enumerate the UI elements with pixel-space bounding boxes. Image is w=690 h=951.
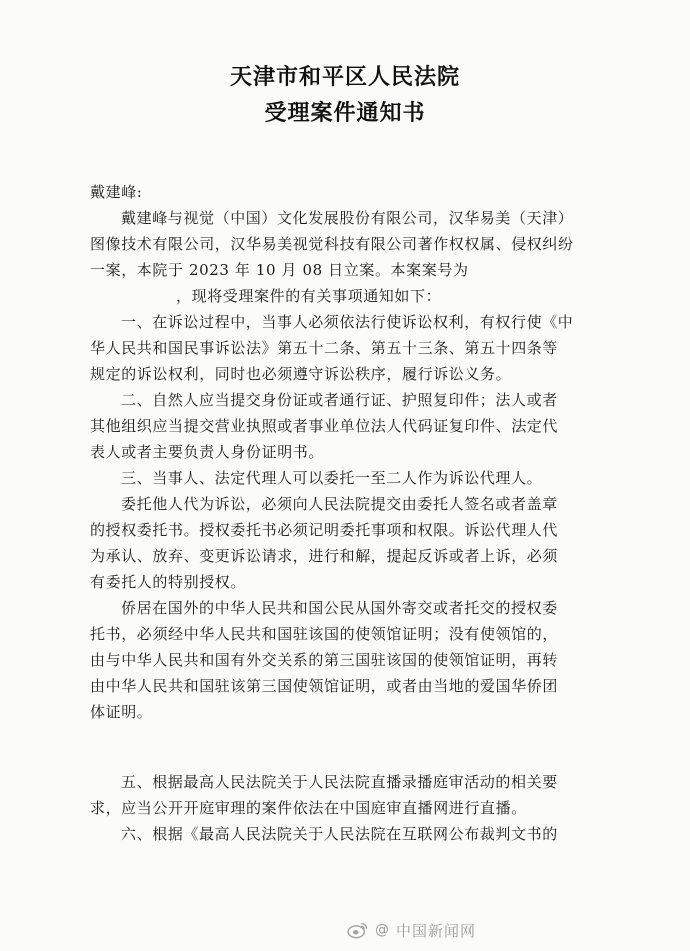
paragraph-line: 三、当事人、法定代理人可以委托一至二人作为诉讼代理人。 xyxy=(121,469,543,487)
paragraph-line: 一案，本院于 2023 年 10 月 08 日立案。本案案号为 xyxy=(90,261,469,279)
paragraph-line: 由与中华人民共和国有外交关系的第三国驻该国的使领馆证明，再转 xyxy=(90,651,559,669)
paragraph-line: 托书，必须经中华人民共和国驻该国的使领馆证明；没有使领馆的， xyxy=(90,625,559,643)
watermark-text: 中国新闻网 xyxy=(395,921,476,940)
paragraph-line: 图像技术有限公司，汉华易美视觉科技有限公司著作权权属、侵权纠纷 xyxy=(90,235,574,253)
paragraph-line: 六、根据《最高人民法院关于人民法院在互联网公布裁判文书的 xyxy=(121,825,558,843)
paragraph-line: 为承认、放弃、变更诉讼请求，进行和解，提起反诉或者上诉，必须 xyxy=(90,547,559,565)
weibo-icon xyxy=(347,921,369,939)
paragraph-line: ，现将受理案件的有关事项通知如下： xyxy=(176,287,442,305)
document-title-court: 天津市和平区人民法院 xyxy=(229,65,460,90)
paragraph-line: 有委托人的特别授权。 xyxy=(90,573,247,591)
paragraph-line: 由中华人民共和国驻该第三国使领馆证明，或者由当地的爱国华侨团 xyxy=(90,677,559,695)
salutation: 戴建峰: xyxy=(90,183,143,201)
paragraph-line: 其他组织应当提交营业执照或者事业单位法人代码证复印件、法定代 xyxy=(90,417,559,435)
paragraph-line: 侨居在国外的中华人民共和国公民从国外寄交或者托交的授权委 xyxy=(121,599,558,617)
paragraph-line: 规定的诉讼权利，同时也必须遵守诉讼秩序，履行诉讼义务。 xyxy=(90,365,512,383)
watermark-at: @ xyxy=(374,922,390,938)
paragraph-line: 求，应当公开开庭审理的案件依法在中国庭审直播网进行直播。 xyxy=(90,799,527,817)
paragraph-line: 戴建峰与视觉（中国）文化发展股份有限公司，汉华易美（天津） xyxy=(121,209,574,227)
document-title-notice: 受理案件通知书 xyxy=(264,101,426,126)
paragraph-line: 二、自然人应当提交身份证或者通行证、护照复印件；法人或者 xyxy=(121,391,558,409)
paragraph-line: 华人民共和国民事诉讼法》第五十二条、第五十三条、第五十四条等 xyxy=(90,339,559,357)
paragraph-line: 表人或者主要负责人身份证明书。 xyxy=(90,443,325,461)
paragraph-line: 体证明。 xyxy=(90,703,153,721)
paragraph-line: 的授权委托书。授权委托书必须记明委托事项和权限。诉讼代理人代 xyxy=(90,521,559,539)
paragraph-line: 一、在诉讼过程中，当事人必须依法行使诉讼权利，有权行使《中 xyxy=(121,313,574,331)
paragraph-line: 五、根据最高人民法院关于人民法院直播录播庭审活动的相关要 xyxy=(121,773,558,791)
paragraph-line: 委托他人代为诉讼，必须向人民法院提交由委托人签名或者盖章 xyxy=(121,495,558,513)
weibo-watermark xyxy=(347,919,476,941)
